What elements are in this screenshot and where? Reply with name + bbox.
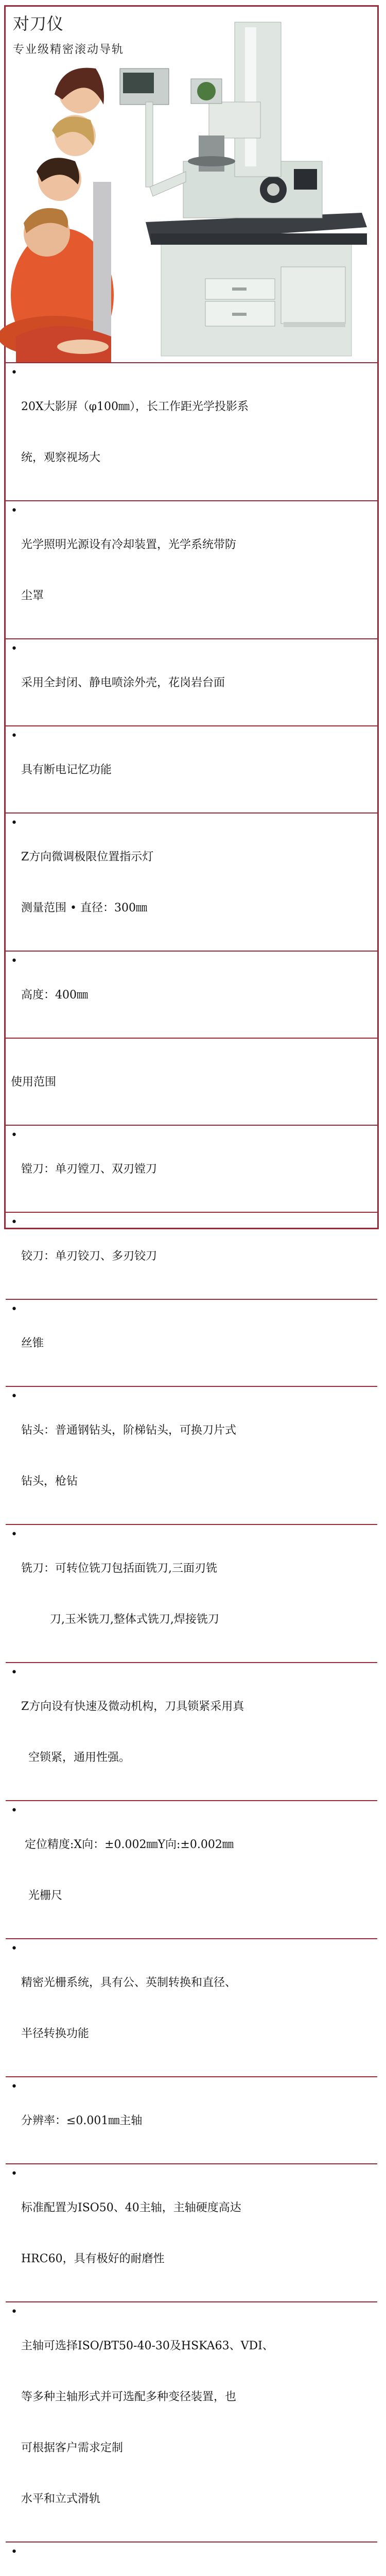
spec-line: • 精密光栅系统，具有公、英制转换和直径、 <box>21 1976 237 1989</box>
spec-item <box>6 725 377 812</box>
spec-item <box>6 638 377 725</box>
spec-line: • 主轴可选择ISO/BT50-40-30及HSKA63、VDI、 <box>21 2340 274 2352</box>
spec-line: 刀,玉米铣刀,整体式铣刀,焊接铣刀 <box>21 1613 219 1626</box>
spec-line: • 20X大影屏（φ100㎜），长工作距光学投影系 <box>21 400 249 413</box>
spec-line: 等多种主轴形式并可选配多种变径装置，也 <box>21 2391 237 2403</box>
spec-item <box>6 951 377 1038</box>
spec-line: • Z方向设有快速及微动机构，刀具锁紧采用真 <box>21 1700 244 1713</box>
spec-item <box>6 1938 377 2076</box>
spec-item <box>6 812 377 951</box>
spec-line: • 镗刀：单刃镗刀、双刃镗刀 <box>21 1163 157 1176</box>
spec-item <box>6 1386 377 1524</box>
product-sheet <box>4 5 379 2505</box>
spec-line: • Z方向微调极限位置指示灯 <box>21 851 154 863</box>
spec-item <box>6 2541 377 2576</box>
spec-line: • 铰刀：单刃铰刀、多刃铰刀 <box>21 1250 157 1263</box>
spec-item <box>6 1524 377 1662</box>
spec-line: 钻头，枪钻 <box>21 1475 78 1488</box>
spec-item <box>6 1800 377 1938</box>
spec-line: 测量范围 • 直径：300㎜ <box>21 902 147 914</box>
spec-line: 水平和立式滑轨 <box>21 2493 101 2505</box>
spec-line: 半径转换功能 <box>21 2027 90 2040</box>
spec-line: HRC60，具有极好的耐磨性 <box>21 2252 165 2265</box>
spec-item <box>6 500 377 638</box>
spec-item <box>6 362 377 500</box>
spec-line: • 铣刀：可转位铣刀包括面铣刀,三面刃铣 <box>21 1562 217 1575</box>
spec-item <box>6 2163 377 2301</box>
section-heading-text: 使用范围 <box>11 1076 57 1089</box>
product-title: 对刀仪 <box>13 14 64 33</box>
spec-line: 尘罩 <box>21 589 44 602</box>
spec-list <box>6 362 377 2576</box>
product-photo <box>6 7 377 362</box>
spec-line: • 分辨率：≤0.001㎜主轴 <box>21 2114 143 2127</box>
people-photo <box>0 68 114 362</box>
spec-line: • 定位精度:X向：±0.002㎜Y向:±0.002㎜ <box>21 1838 234 1851</box>
spec-line: 统，观察视场大 <box>21 451 101 464</box>
spec-item <box>6 1662 377 1800</box>
spec-line: • 标准配置为ISO50、40主轴，主轴硬度高达 <box>21 2201 241 2214</box>
spec-line: • 钻头：普通钢钻头，阶梯钻头，可换刀片式 <box>21 1424 237 1437</box>
spec-item <box>6 2076 377 2163</box>
spec-line: 光栅尺 <box>21 1889 62 1902</box>
spec-line: • 具有断电记忆功能 <box>21 764 112 776</box>
spec-line: • 光学照明光源设有冷却装置，光学系统带防 <box>21 538 237 551</box>
product-hero <box>6 7 377 362</box>
section-heading <box>6 1038 377 1125</box>
spec-line: • 高度：400㎜ <box>21 989 88 1002</box>
spec-item <box>6 1125 377 1212</box>
spec-line: 空锁紧，通用性强。 <box>21 1751 130 1764</box>
spec-line: • 采用全封闭、静电喷涂外壳，花岗岩台面 <box>21 676 225 689</box>
spec-item <box>6 2301 377 2541</box>
spec-line: • 丝锥 <box>21 1337 44 1350</box>
tool-presetter-photo <box>120 22 367 356</box>
spec-item <box>6 1212 377 1299</box>
product-subtitle: 专业级精密滚动导轨 <box>13 43 125 56</box>
spec-line: 可根据客户需求定制 <box>21 2442 124 2454</box>
spec-item <box>6 1299 377 1386</box>
